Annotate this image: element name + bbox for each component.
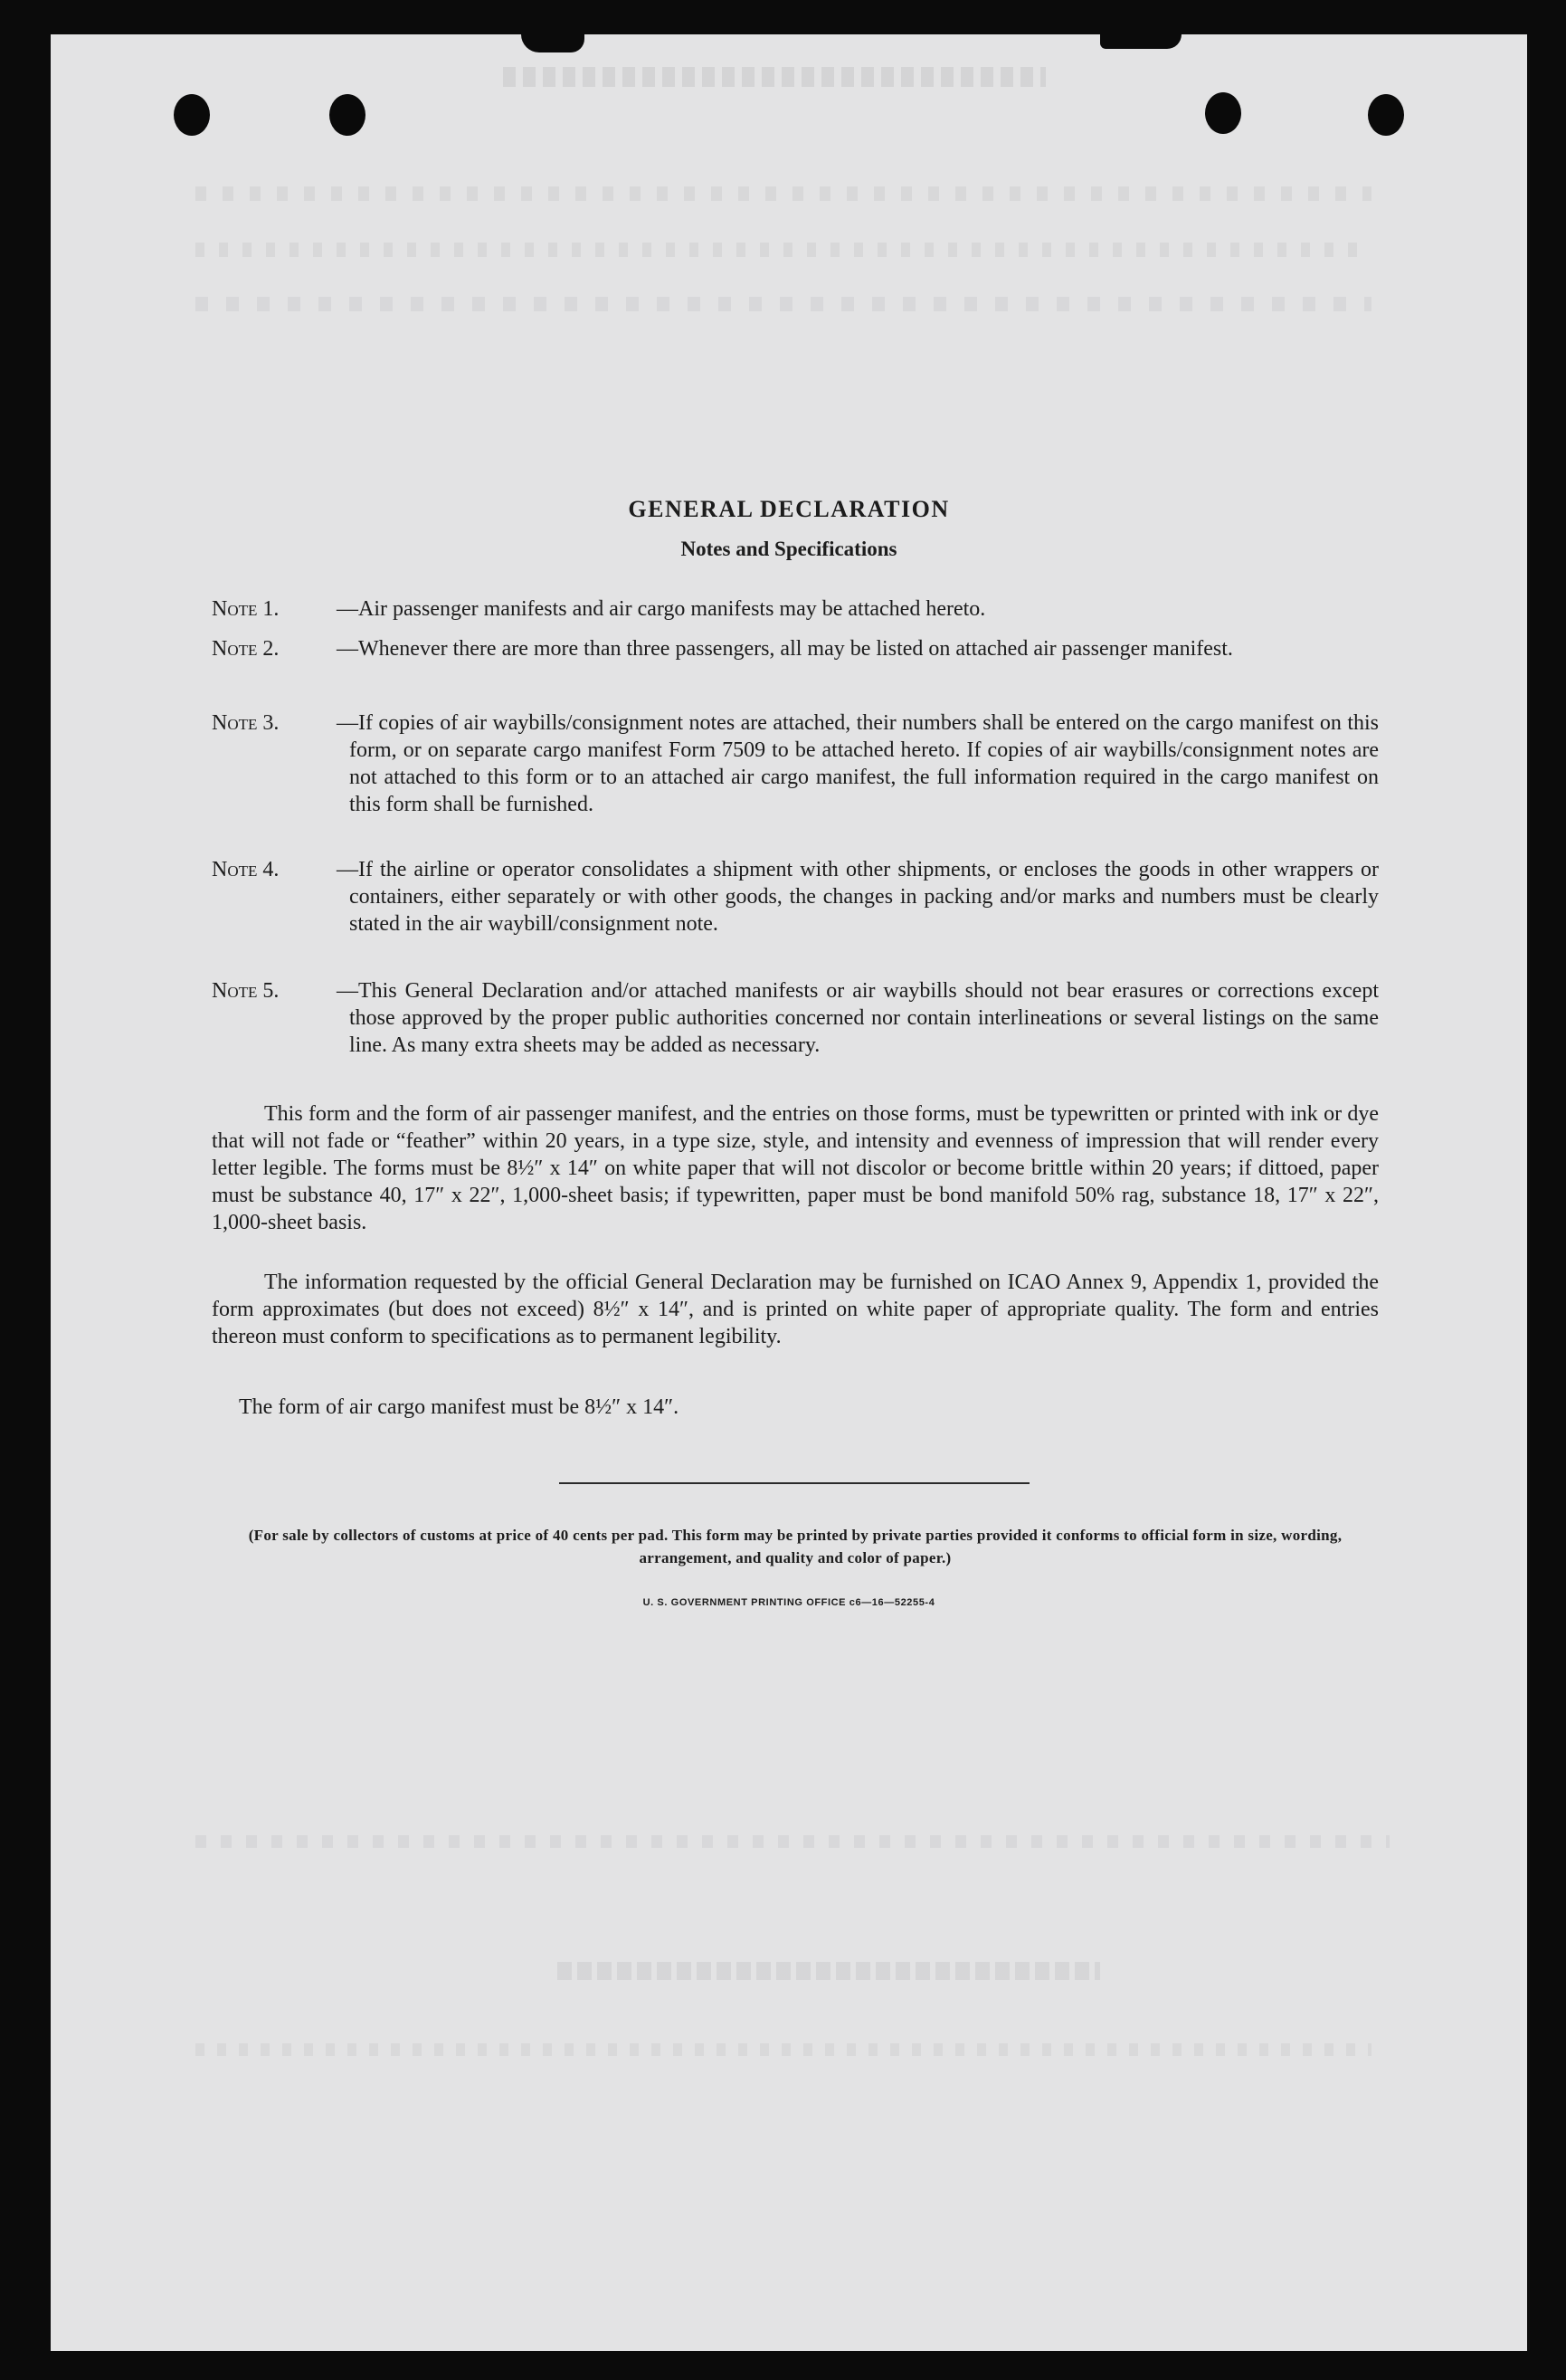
- sale-notice: (For sale by collectors of customs at price of 40 cents per pad. This form may be printed by private parties provided it conforms to official form in size, wording, arrangement, and quality and color of paper.): [248, 1527, 1343, 1566]
- note-4: [212, 856, 1379, 938]
- bleed-through-icon: [503, 67, 1046, 87]
- note-text: —If copies of air waybills/consignment notes are attached, their numbers shall be entered on the cargo manifest on this form, or on separate cargo manifest Form 7509 to be attached hereto. If copies of air waybills/consignment notes are not attached to this form or to an attached air cargo manifest, the full information required in the cargo manifest on this form shall be furnished.: [337, 711, 1379, 816]
- bleed-through-icon: [557, 1962, 1100, 1980]
- punch-hole-icon: [1205, 92, 1241, 134]
- bleed-through-icon: [195, 186, 1371, 201]
- note-5: [212, 977, 1379, 1059]
- bleed-through-icon: [195, 243, 1371, 257]
- note-2: [212, 635, 1379, 662]
- note-text: —If the airline or operator consolidates a shipment with other shipments, or encloses the goods in other wrappers or containers, either separately or with other goods, the changes in packing and/or marks and numbers must be clearly stated in the air waybill/consignment note.: [337, 858, 1379, 936]
- note-1: [212, 595, 1379, 623]
- printing-office-imprint: U. S. GOVERNMENT PRINTING OFFICE c6—16—52255-4: [642, 1597, 935, 1608]
- document-sheet: [51, 34, 1527, 2351]
- punch-hole-icon: [329, 94, 365, 136]
- note-text: —Air passenger manifests and air cargo manifests may be attached hereto.: [337, 597, 986, 621]
- page-subtitle: Notes and Specifications: [680, 538, 897, 560]
- torn-edge-icon: [1100, 34, 1182, 49]
- note-label: Note 3.: [212, 711, 280, 735]
- note-text: —This General Declaration and/or attached manifests or air waybills should not bear erasures or corrections except those approved by the proper public authorities concerned nor contain interlineations or several listings on the same line. As many extra sheets may be added as necessary.: [337, 979, 1379, 1057]
- page-title: GENERAL DECLARATION: [628, 496, 950, 522]
- specification-paragraph: This form and the form of air passenger manifest, and the entries on those forms, must be typewritten or printed with ink or dye that will not fade or “feather” within 20 years, in a type size, style, and intensity and evenness of impression that will render every letter legible. The forms must be 8½″ x 14″ on white paper that will not discolor or become brittle within 20 years; if dittoed, paper must be substance 40, 17″ x 22″, 1,000-sheet basis; if typewritten, paper must be bond manifold 50% rag, substance 18, 17″ x 22″, 1,000-sheet basis.: [212, 1102, 1379, 1234]
- bleed-through-icon: [195, 297, 1371, 311]
- bleed-through-icon: [195, 2043, 1371, 2056]
- note-text: —Whenever there are more than three passengers, all may be listed on attached air passenger manifest.: [337, 637, 1233, 661]
- note-3: [212, 709, 1379, 818]
- bleed-through-icon: [195, 1835, 1390, 1848]
- note-label: Note 4.: [212, 858, 280, 881]
- divider-rule: [559, 1482, 1030, 1484]
- note-label: Note 2.: [212, 637, 280, 661]
- note-label: Note 1.: [212, 597, 280, 621]
- specification-paragraph: The information requested by the official General Declaration may be furnished on ICAO Annex 9, Appendix 1, provided the form approximates (but does not exceed) 8½″ x 14″, and is printed on white paper of appropriate quality. The form and entries thereon must conform to specifications as to permanent legibility.: [212, 1271, 1379, 1348]
- specification-paragraph: The form of air cargo manifest must be 8½″ x 14″.: [239, 1395, 679, 1419]
- punch-hole-icon: [1368, 94, 1404, 136]
- note-label: Note 5.: [212, 979, 280, 1003]
- punch-hole-icon: [174, 94, 210, 136]
- torn-edge-icon: [521, 34, 584, 52]
